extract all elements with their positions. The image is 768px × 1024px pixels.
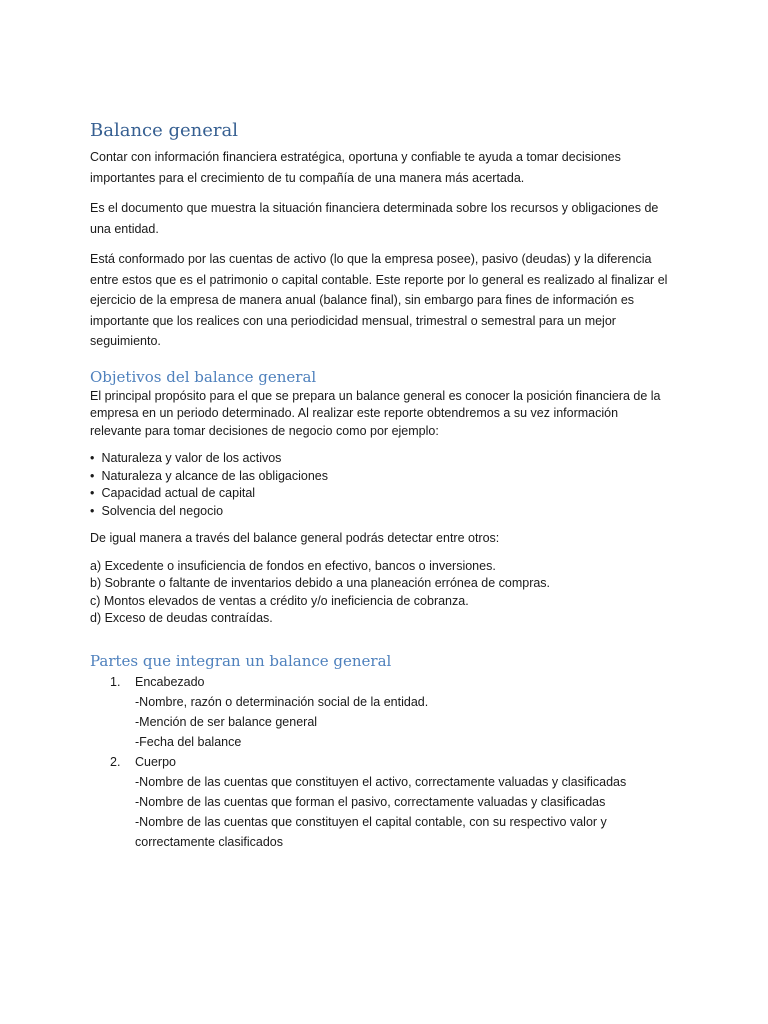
part-line: -Mención de ser balance general — [135, 714, 318, 729]
part-label: Encabezado — [135, 674, 205, 689]
bullet-icon: • — [90, 451, 95, 465]
list-item: • Capacidad actual de capital — [90, 485, 690, 503]
bullet-icon: • — [90, 468, 95, 483]
composition-line: Está conformado por las cuentas de activo (lo que la empresa posee), pasivo (deudas) y la diferencia — [90, 252, 652, 266]
part-label: Cuerpo — [135, 754, 176, 769]
document-title: Balance general — [90, 120, 239, 141]
document-page — [90, 118, 690, 852]
objectives-heading: Objetivos del balance general — [90, 367, 317, 386]
list-item — [90, 752, 690, 852]
part-line: -Fecha del balance — [135, 734, 242, 749]
list-item: • Naturaleza y valor de los activos — [90, 450, 690, 468]
intro-line: importantes para el crecimiento de tu compañía de una manera más acertada. — [90, 170, 525, 185]
composition-line: seguimiento. — [90, 334, 161, 348]
list-item: d) Exceso de deudas contraídas. — [90, 611, 273, 625]
part-line: -Nombre de las cuentas que forman el pasivo, correctamente valuadas y clasificadas — [135, 794, 606, 809]
composition-paragraph — [90, 249, 690, 352]
definition-line: Es el documento que muestra la situación financiera determinada sobre los recursos y obligaciones de — [90, 201, 659, 215]
part-sublist — [135, 772, 690, 852]
part-line: -Nombre de las cuentas que constituyen el activo, correctamente valuadas y clasificadas — [135, 774, 627, 789]
intro-line: Contar con información financiera estratégica, oportuna y confiable te ayuda a tomar decisiones — [90, 150, 621, 164]
bullet-icon: • — [90, 503, 95, 518]
definition-paragraph — [90, 198, 690, 239]
bullet-icon: • — [90, 486, 95, 500]
part-line: -Nombre de las cuentas que constituyen el capital contable, con su respectivo valor y — [135, 814, 607, 829]
list-number: 1. — [110, 674, 121, 689]
parts-heading: Partes que integran un balance general — [90, 651, 392, 670]
composition-line: ejercicio de la empresa de manera anual (balance final), sin embargo para fines de información es — [90, 293, 635, 307]
composition-line: entre estos que es el patrimonio o capital contable. Este reporte por lo general es realizado al finalizar el — [90, 272, 668, 287]
parts-list — [90, 672, 690, 852]
list-number: 2. — [110, 754, 121, 769]
list-item: • Solvencia del negocio — [90, 503, 690, 521]
part-line: -Nombre, razón o determinación social de la entidad. — [135, 694, 429, 709]
list-item: c) Montos elevados de ventas a crédito y/o ineficiencia de cobranza. — [90, 593, 469, 608]
part-line: correctamente clasificados — [135, 834, 283, 849]
detect-intro: De igual manera a través del balance general podrás detectar entre otros: — [90, 531, 500, 545]
objectives-bullet-list — [90, 450, 690, 520]
part-sublist — [135, 692, 690, 752]
objectives-line: El principal propósito para el que se prepara un balance general es conocer la posición financiera de la — [90, 388, 661, 403]
list-item: a) Excedente o insuficiencia de fondos en efectivo, bancos o inversiones. — [90, 558, 496, 573]
list-item — [90, 672, 690, 752]
detect-list — [90, 558, 690, 628]
objectives-line: relevante para tomar decisiones de negocio como por ejemplo: — [90, 423, 439, 438]
list-item: • Naturaleza y alcance de las obligaciones — [90, 468, 690, 486]
composition-line: importante que los realices con una periodicidad mensual, trimestral o semestral para un mejor — [90, 313, 616, 328]
objectives-paragraph — [90, 388, 690, 441]
definition-line: una entidad. — [90, 221, 159, 236]
objectives-line: empresa en un periodo determinado. Al realizar este reporte obtendremos a su vez información — [90, 406, 619, 420]
intro-paragraph — [90, 147, 690, 188]
list-item: b) Sobrante o faltante de inventarios debido a una planeación errónea de compras. — [90, 576, 551, 590]
